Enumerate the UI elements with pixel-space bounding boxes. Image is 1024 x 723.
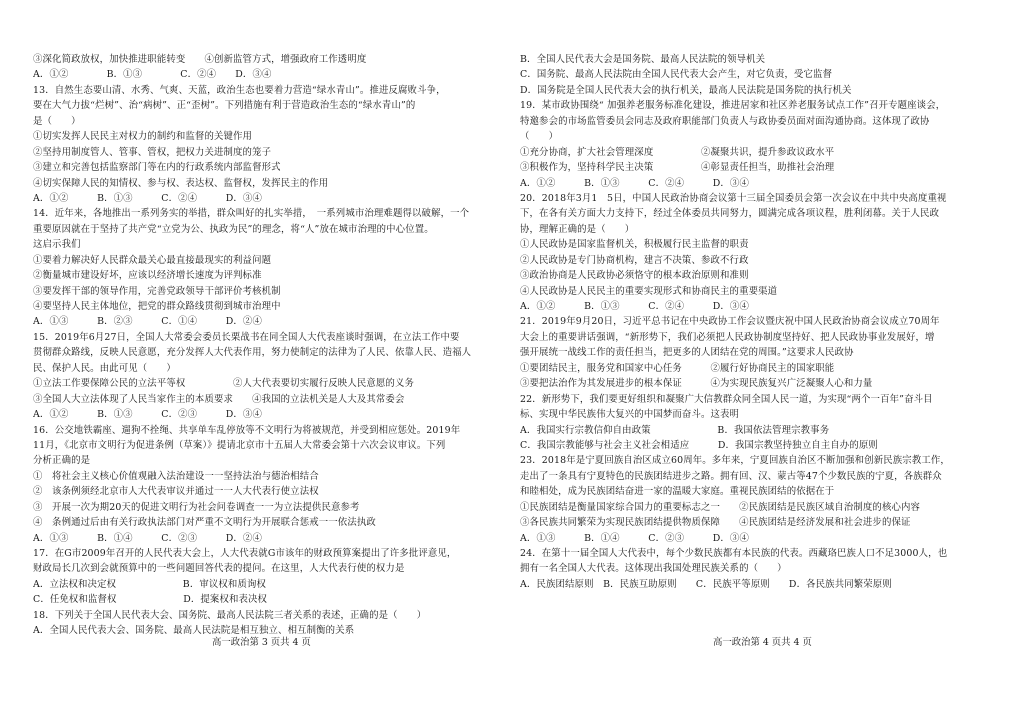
text-line: A．立法权和决定权 B．审议权和质询权 [33,578,267,590]
text-line: A．①③ B．②③ C．①④ D．②④ [33,316,262,328]
text-line: A．①② B．①③ C．②④ D．③④ [520,177,749,189]
text-line: A．①② B．①③ C．②④ D．③④ [33,192,262,204]
text-line: ①人民政协是国家监督机关，积极履行民主监督的职责 [520,239,749,251]
text-line: A．民族团结原则 B．民族互助原则 C．民族平等原则 D．各民族共同繁荣原则 [520,578,892,590]
text-line: 13．自然生态要山清、水秀、气爽、天蓝，政治生态也要着力营造“绿水青山”。推进反腐败斗争， [33,84,446,96]
text-line: C．我国宗教能够与社会主义社会相适应 D．我国宗教坚持独立自主自办的原则 [520,439,878,451]
page-footer-right: 高一政治第 4 页共 4 页 [713,637,812,648]
text-line: 重要原因就在于坚持了共产党“立党为公、执政为民”的理念，将“人”放在城市治理的中心位置。 [33,223,434,235]
text-line: ①切实发挥人民民主对权力的制约和监督的关键作用 [33,131,253,143]
text-line: 18．下列关于全国人民代表大会、国务院、最高人民法院三者关系的表述，正确的是（ ） [33,609,427,621]
text-line: ④切实保障人民的知情权、参与权、表达权、监督权，发挥民主的作用 [33,177,329,189]
text-line: ①充分协商，扩大社会管理深度 ②凝聚共识，提升参政议政水平 [520,146,835,158]
text-line: 21．2019年9月20日，习近平总书记在中央政协工作会议暨庆祝中国人民政治协商会议成立70周年 [520,316,940,328]
text-line: ③全国人大立法体现了人民当家作主的本质要求 ④我国的立法机关是人大及其常委会 [33,393,405,405]
text-line: 22．新形势下，我们要更好组织和凝聚广大信教群众同全国人民一道，为实现“两个一百年”奋斗目 [520,393,933,405]
text-line: ④ 条例通过后由有关行政执法部门对严重不文明行为开展联合惩戒一一依法执政 [33,517,376,529]
text-line: ③ 开展一次为期20天的促进文明行为社会问卷调查一一为立法提供民意参考 [33,501,360,513]
page-footer-left: 高一政治第 3 页共 4 页 [212,637,311,648]
text-line: ③政治协商是人民政协必须恪守的根本政治原则和准则 [520,270,749,282]
text-line: 标、实现中华民族伟大复兴的中国梦而奋斗。这表明 [520,409,740,421]
text-line: 16．公交地铁霸座、遛狗不拴绳、共享单车乱停放等不文明行为将被规范，并受到相应惩处。2019年 [33,424,461,436]
text-line: 是（ ） [33,115,81,127]
text-line: 这启示我们 [33,239,81,251]
text-line: 要在大气力拔“烂树”、治“病树”、正“歪树”。下列措施有利于营造政治生态的“绿水青山”的 [33,100,416,112]
text-line: A．全国人民代表大会、国务院、最高人民法院是相互独立、相互制衡的关系 [33,625,355,637]
text-line: 大会上的重要讲话强调，“新形势下，我们必须把人民政协制度坚持好、把人民政协事业发展好，增 [520,331,935,343]
text-line: ③建立和完善包括监察部门等在内的行政系统内部监督形式 [33,162,281,174]
text-line: ③各民族共同繁荣为实现民族团结提供物质保障 ④民族团结是经济发展和社会进步的保证 [520,517,911,529]
text-line: 11月，《北京市文明行为促进条例（草案）》提请北京市十五届人大常委会第十六次会议审议。下列 [33,439,446,451]
text-line: 下，在各有关方面大力支持下，经过全体委员共同努力，圆满完成各项议程，胜利闭幕。关于人民政 [520,208,940,220]
text-line: 14．近年来，各地推出一系列务实的举措，群众叫好的扎实举措， 一系列城市治理难题得以破解，一个 [33,208,470,220]
right-column [520,52,1006,592]
text-line: ④要坚持人民主体地位，把党的群众路线贯彻到城市治理中 [33,301,281,312]
text-line: ③要把法治作为其发展进步的根本保证 ④为实现民族复兴广泛凝聚人心和力量 [520,378,873,390]
text-line: A．①② B．①③ C．②④ D．③④ [33,69,272,81]
text-line: C．任免权和监督权 D．提案权和表决权 [33,594,268,606]
text-line: A．①③ B．①④ C．②③ D．③④ [520,532,749,544]
text-line: ①立法工作要保障公民的立法平等权 ②人大代表要切实履行反映人民意愿的义务 [33,378,415,390]
text-line: ③要发挥干部的领导作用，完善党政领导干部评价考核机制 [33,285,281,297]
text-line: ①要着力解决好人民群众最关心最直接最现实的利益问题 [33,254,272,266]
text-line: ③积极作为，坚持科学民主决策 ④彰显责任担当，助推社会治理 [520,162,835,174]
text-line: 20．2018年3月1 5日，中国人民政治协商会议第十三届全国委员会第一次会议在中共中央高度重视 [520,192,947,204]
text-line: 分析正确的是 [33,455,91,467]
text-line: A．①② B．①③ C．②③ D．③④ [33,409,262,421]
text-line: ②坚持用制度管人、管事、管权，把权力关进制度的笼子 [33,146,272,158]
text-line: 23．2018年是宁夏回族自治区成立60周年。多年来，宁夏回族自治区不断加强和创新民族宗教工作， [520,455,950,467]
text-line: 24．在第十一届全国人大代表中，每个少数民族都有本民族的代表。西藏珞巴族人口不足3000人，也 [520,548,948,559]
text-line: 强开展统一战线工作的责任担当，把更多的人团结在党的周围。”这要求人民政协 [520,347,854,359]
text-line: ① 将社会主义核心价值观融入法治建设一一坚持法治与德治相结合 [33,470,319,482]
left-column [33,52,519,639]
text-line: 特邀参会的市场监管委员会同志及政府职能部门负责人与政协委员面对面沟通协商。这体现了政协 [520,115,930,127]
text-line: ①民族团结是衡量国家综合国力的重要标志之一 ②民族团结是民族区域自治制度的核心内容 [520,501,921,513]
text-line: ③深化简政放权，加快推进职能转变 ④创新监管方式，增强政府工作透明度 [33,54,367,65]
text-line: ②衡量城市建设好坏，应该以经济增长速度为评判标准 [33,270,262,282]
text-line: 走出了一条具有宁夏特色的民族团结进步之路。拥有回、汉、蒙古等47个少数民族的宁夏，各族群众 [520,470,942,482]
text-line: 财政局长几次到会就预算中的一些问题回答代表的提问。在这里，人大代表行使的权力是 [33,563,405,575]
text-line: 协，理解正确的是（ ） [520,223,635,235]
text-line: ①要团结民主，服务党和国家中心任务 ②履行好协商民主的国家职能 [520,362,835,374]
text-line: 拥有一名全国人大代表。这体现出我国处理民族关系的（ ） [520,563,787,575]
text-line: A．我国实行宗教信仰自由政策 B．我国依法管理宗教事务 [520,424,830,436]
text-line: 和睦相处，成为民族团结奋进一家的温暖大家庭。重视民族团结的依据在于 [520,486,835,498]
text-line: （ ） [520,131,559,143]
text-line: 民、保护人民。由此可见（ ） [33,362,176,374]
text-line: D．国务院是全国人民代表大会的执行机关，最高人民法院是国务院的执行机关 [520,84,852,96]
text-line: 19．某市政协围绕“ 加强养老服务标准化建设，推进居家和社区养老服务试点工作”召开专题座谈会， [520,100,946,112]
text-line: ④人民政协是人民民主的重要实现形式和协商民主的重要渠道 [520,285,778,297]
text-line: 15．2019年6月27日，全国人大常委会委员长栗战书在同全国人大代表座谈时强调，在立法工作中要 [33,331,460,343]
text-line: ②人民政协是专门协商机构，建言不决策、参政不行政 [520,254,749,266]
text-line: 贯彻群众路线，反映人民意愿，充分发挥人大代表作用，努力使制定的法律为了人民、依靠人民、造福人 [33,347,472,359]
text-line: A．①② B．①③ C．②④ D．③④ [520,301,749,312]
text-line: C．国务院、最高人民法院由全国人民代表大会产生，对它负责，受它监督 [520,69,833,81]
text-line: B．全国人民代表大会是国务院、最高人民法院的领导机关 [520,54,766,65]
text-line: A．①③ B．①④ C．②③ D．②④ [33,532,262,544]
text-line: 17．在G市2009年召开的人民代表大会上，人大代表就G市该年的财政预算案提出了许多批评意见， [33,548,457,559]
text-line: ② 该条例须经北京市人大代表审议并通过一一人大代表行使立法权 [33,486,319,498]
